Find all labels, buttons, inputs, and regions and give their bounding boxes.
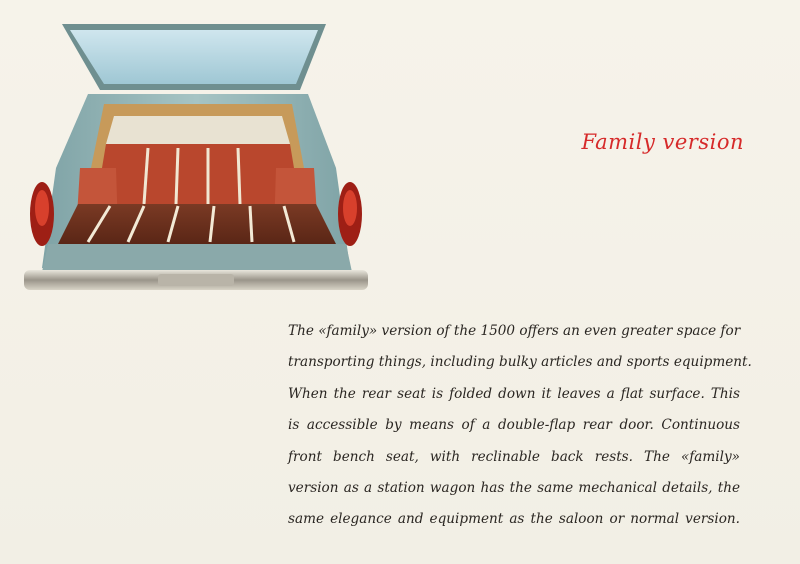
description-paragraph (288, 316, 752, 536)
section-heading: Family version (581, 130, 744, 154)
paragraph-line: front bench seat, with reclinable back rests. The «family» (288, 448, 740, 465)
paragraph-line: transporting things, including bulky articles and sports equipment. (288, 354, 752, 371)
paragraph-line: same elegance and equipment as the saloon or normal version. (288, 511, 740, 528)
paragraph-line: is accessible by means of a double-flap rear door. Continuous (288, 417, 740, 434)
paragraph-line: When the rear seat is folded down it leaves a flat surface. This (288, 385, 740, 402)
paragraph-line: The «family» version of the 1500 offers an even greater space for (288, 323, 741, 339)
station-wagon-rear-illustration (18, 18, 374, 302)
paragraph-line: version as a station wagon has the same mechanical details, the (288, 480, 740, 497)
